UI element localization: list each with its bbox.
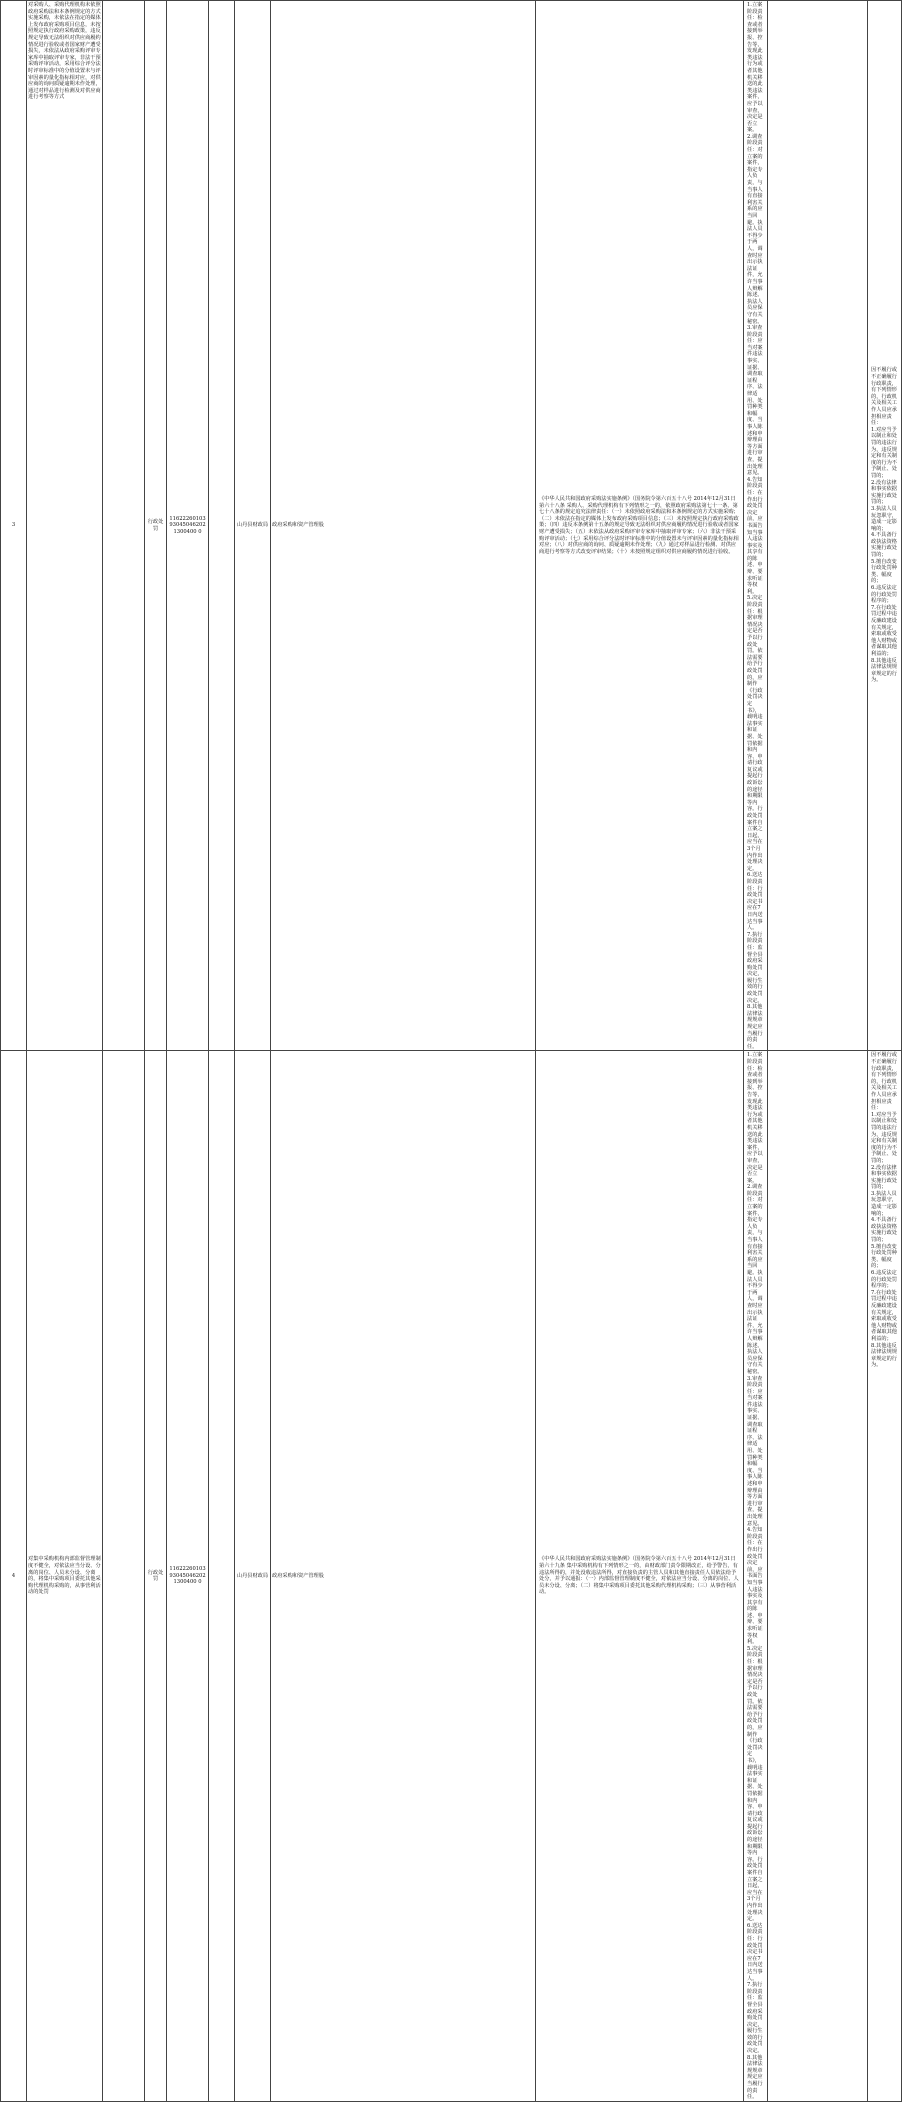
empty-cell bbox=[768, 1, 868, 1051]
accountability-item: 因不履行或不正确履行行政职责，有下列情形的，行政机关及相关工作人员应承担相应责任： bbox=[871, 367, 897, 427]
responsibility-cell bbox=[744, 1051, 768, 2101]
basis-cell bbox=[536, 1051, 744, 2101]
item-name-cell: 对采购人、采购代理机构未依照政府采购法和本条例规定的方式实施采购，未依法在指定的媒体上发布政府采购项目信息，未按照规定执行政府采购政策，违反规定导致无法组织对供应商履约情况进行验收或者国家财产遭受损失，未依法从政府采购评审专家库中抽取评审专家，非法干预采购评审活动，采用综合评分法时评审标准中的分值设置未与评审因素的量化指标相对应，对供应商的询问质疑逾期未作处理，通过对样品进行检测及对供应商进行考察等方式 bbox=[27, 1, 103, 1051]
level-cell: 山丹县财政局 bbox=[235, 1051, 271, 2101]
empty-cell bbox=[103, 1, 145, 1051]
responsibility-item: 7.执行阶段责任：监督全县政府采购处罚决定，履行生效的行政处罚决定。 bbox=[747, 931, 763, 1004]
responsibility-item: 4.告知阶段责任：在作出行政处罚决定前，应书面告知当事人违法事实及其享有的陈述、申辩、要求听证等权利。 bbox=[747, 476, 763, 595]
category-cell: 行政处罚 bbox=[145, 1051, 167, 2101]
legal-basis-text: 《中华人民共和国政府采购法实施条例》（国务院令第六百五十八号 2014年12月31日第六十八条 采购人、采购代理机构有下列情形之一的，依照政府采购法第七十一条、第七十八条的规定追究法律责任：（一）未依照政府采购法和本条例规定的方式实施采购；（二）未依法在指定的媒体上发布政府采购项目信息；（三）未按照规定执行政府采购政策；（四）违反本条例第十五条的规定导致无法组织对供应商履约情况进行验收或者国家财产遭受损失；（五）未依法从政府采购评审专家库中抽取评审专家；（六）非法干预采购评审活动；（七）采用综合评分法时评审标准中的分值设置未与评审因素的量化指标相对应；（八）对供应商的询问、质疑逾期未作处理；（九）通过对样品进行检测、对供应商进行考察等方式改变评审结果；（十）未按照规定组织对供应商履约情况进行验收。 bbox=[539, 496, 739, 555]
legal-basis-text: 《中华人民共和国政府采购法实施条例》（国务院令第六百五十八号 2014年12月31日第六十九条 集中采购机构有下列情形之一的，由财政部门责令限期改正，给予警告，有违法所得的，并处没收违法所得，对直接负责的主管人员和其他直接责任人员依法给予处分，并予以通报：（一）内部监督管理制度不健全，对依法应当分设、分离的岗位、人员未分设、分离；（二）将集中采购项目委托其他采购代理机构采购；（三）从事营利活动。 bbox=[539, 1556, 739, 1596]
dept-cell: 政府采购和资产管理股 bbox=[271, 1, 536, 1051]
empty-cell bbox=[209, 1051, 235, 2101]
accountability-item: 3.执法人员玩忽职守，造成一定影响的； bbox=[871, 505, 897, 532]
accountability-cell bbox=[868, 1, 902, 1051]
code-cell: 11622260103930450462021300400 0 bbox=[167, 1, 209, 1051]
row-number: 4 bbox=[1, 1051, 27, 2101]
empty-cell bbox=[768, 1051, 868, 2101]
accountability-item: 7.在行政处罚过程中违反廉政建设有关规定，索取或收受他人财物或者谋取其他利益的； bbox=[871, 1289, 897, 1342]
table-row bbox=[1, 1051, 902, 2101]
accountability-item: 2.没有法律和事实依据实施行政处罚的； bbox=[871, 479, 897, 506]
responsibility-item: 6.送达阶段责任：行政处罚决定书应在7日内送达当事人。 bbox=[747, 1922, 763, 1982]
row-number: 3 bbox=[1, 1, 27, 1051]
accountability-item: 1.对应当予以制止和处罚的违法行为，违反规定和有关制度的行为不予制止、处罚的； bbox=[871, 1111, 897, 1164]
responsibility-item: 5.决定阶段责任：根据审理情况决定是否予以行政处罚。依法需要给予行政处罚的，应制作《行政处罚决定书》，载明违法事实和证据、处罚依据和内容、申请行政复议或提起行政诉讼的途径和期限等内容。行政处罚案件自立案之日起，应当在3个月内作出处理决定。 bbox=[747, 595, 763, 872]
empty-cell bbox=[209, 1, 235, 1051]
responsibility-item: 1.立案阶段责任：检查或者接到举报、控告等，发现此类违法行为或者其他机关移送的此类违法案件，应予以审查，决定是否立案。 bbox=[747, 2, 763, 134]
responsibility-item: 4.告知阶段责任：在作出行政处罚决定前，应书面告知当事人违法事实及其享有的陈述、申辩、要求听证等权利。 bbox=[747, 1527, 763, 1646]
accountability-item: 7.在行政处罚过程中违反廉政建设有关规定，索取或收受他人财物或者谋取其他利益的； bbox=[871, 604, 897, 657]
accountability-item: 4.不具备行政执法资格实施行政处罚的； bbox=[871, 532, 897, 559]
responsibility-item: 3.审查阶段责任：应当对案件违法事实、证据、调查取证程序、法律适用、处罚种类和幅度、当事人陈述和申辩理由等方面进行审查，提出处理意见。 bbox=[747, 325, 763, 477]
responsibility-cell bbox=[744, 1, 768, 1051]
accountability-item: 6.违反法定的行政处罚程序的； bbox=[871, 585, 897, 605]
item-name-cell: 对集中采购机构内部监督管理制度不健全，对依法应当分设、分离的岗位、人员未分设、分离的，将集中采购项目委托其他采购代理机构采购的，从事营利活动的处罚 bbox=[27, 1051, 103, 2101]
accountability-item: 2.没有法律和事实依据实施行政处罚的； bbox=[871, 1164, 897, 1191]
responsibility-item: 2.调查阶段责任：对立案的案件，指定专人负责，与当事人有直接利害关系的应当回避。执法人员不得少于两人，调查时应出示执法证件，允许当事人辩解陈述。执法人员应保守有关秘密。 bbox=[747, 133, 763, 325]
category-cell: 行政处罚 bbox=[145, 1, 167, 1051]
accountability-item: 8.其他违反法律法规规章规定的行为。 bbox=[871, 1342, 897, 1369]
responsibility-item: 8.其他法律法规规章规定应当履行的责任。 bbox=[747, 1004, 763, 1050]
empty-cell bbox=[103, 1051, 145, 2101]
dept-cell: 政府采购和资产管理股 bbox=[271, 1051, 536, 2101]
accountability-item: 5.擅自改变行政处罚种类、幅度的； bbox=[871, 558, 897, 585]
accountability-item: 1.对应当予以制止和处罚的违法行为，违反规定和有关制度的行为不予制止、处罚的； bbox=[871, 426, 897, 479]
accountability-item: 4.不具备行政执法资格实施行政处罚的； bbox=[871, 1217, 897, 1244]
responsibility-item: 2.调查阶段责任：对立案的案件，指定专人负责，与当事人有直接利害关系的应当回避。执法人员不得少于两人，调查时应出示执法证件，允许当事人辩解陈述。执法人员应保守有关秘密。 bbox=[747, 1184, 763, 1375]
level-cell: 山丹县财政局 bbox=[235, 1, 271, 1051]
accountability-item: 3.执法人员玩忽职守，造成一定影响的； bbox=[871, 1190, 897, 1217]
basis-cell bbox=[536, 1, 744, 1051]
responsibility-item: 7.执行阶段责任：监督全县政府采购处罚决定，履行生效的行政处罚决定。 bbox=[747, 1982, 763, 2055]
accountability-item: 5.擅自改变行政处罚种类、幅度的； bbox=[871, 1243, 897, 1270]
responsibility-item: 5.决定阶段责任：根据审理情况决定是否予以行政处罚。依法需要给予行政处罚的，应制作《行政处罚决定书》，载明违法事实和证据、处罚依据和内容、申请行政复议或提起行政诉讼的途径和期限等内容。行政处罚案件自立案之日起，应当在3个月内作出处理决定。 bbox=[747, 1645, 763, 1923]
responsibility-item: 3.审查阶段责任：应当对案件违法事实、证据、调查取证程序、法律适用、处罚种类和幅度、当事人陈述和申辩理由等方面进行审查，提出处理意见。 bbox=[747, 1375, 763, 1527]
accountability-item: 8.其他违反法律法规规章规定的行为。 bbox=[871, 657, 897, 684]
accountability-item: 因不履行或不正确履行行政职责，有下列情形的，行政机关及相关工作人员应承担相应责任： bbox=[871, 1052, 897, 1112]
accountability-item: 6.违反法定的行政处罚程序的； bbox=[871, 1270, 897, 1290]
responsibility-item: 6.送达阶段责任：行政处罚决定书应在7日内送达当事人。 bbox=[747, 872, 763, 932]
table-row bbox=[1, 1, 902, 1051]
responsibility-item: 8.其他法律法规规章规定应当履行的责任。 bbox=[747, 2054, 763, 2101]
responsibility-item: 1.立案阶段责任：检查或者接到举报、控告等，发现此类违法行为或者其他机关移送的此类违法案件，应予以审查，决定是否立案。 bbox=[747, 1052, 763, 1184]
code-cell: 11622260103930450462021300400 0 bbox=[167, 1051, 209, 2101]
accountability-cell bbox=[868, 1051, 902, 2101]
